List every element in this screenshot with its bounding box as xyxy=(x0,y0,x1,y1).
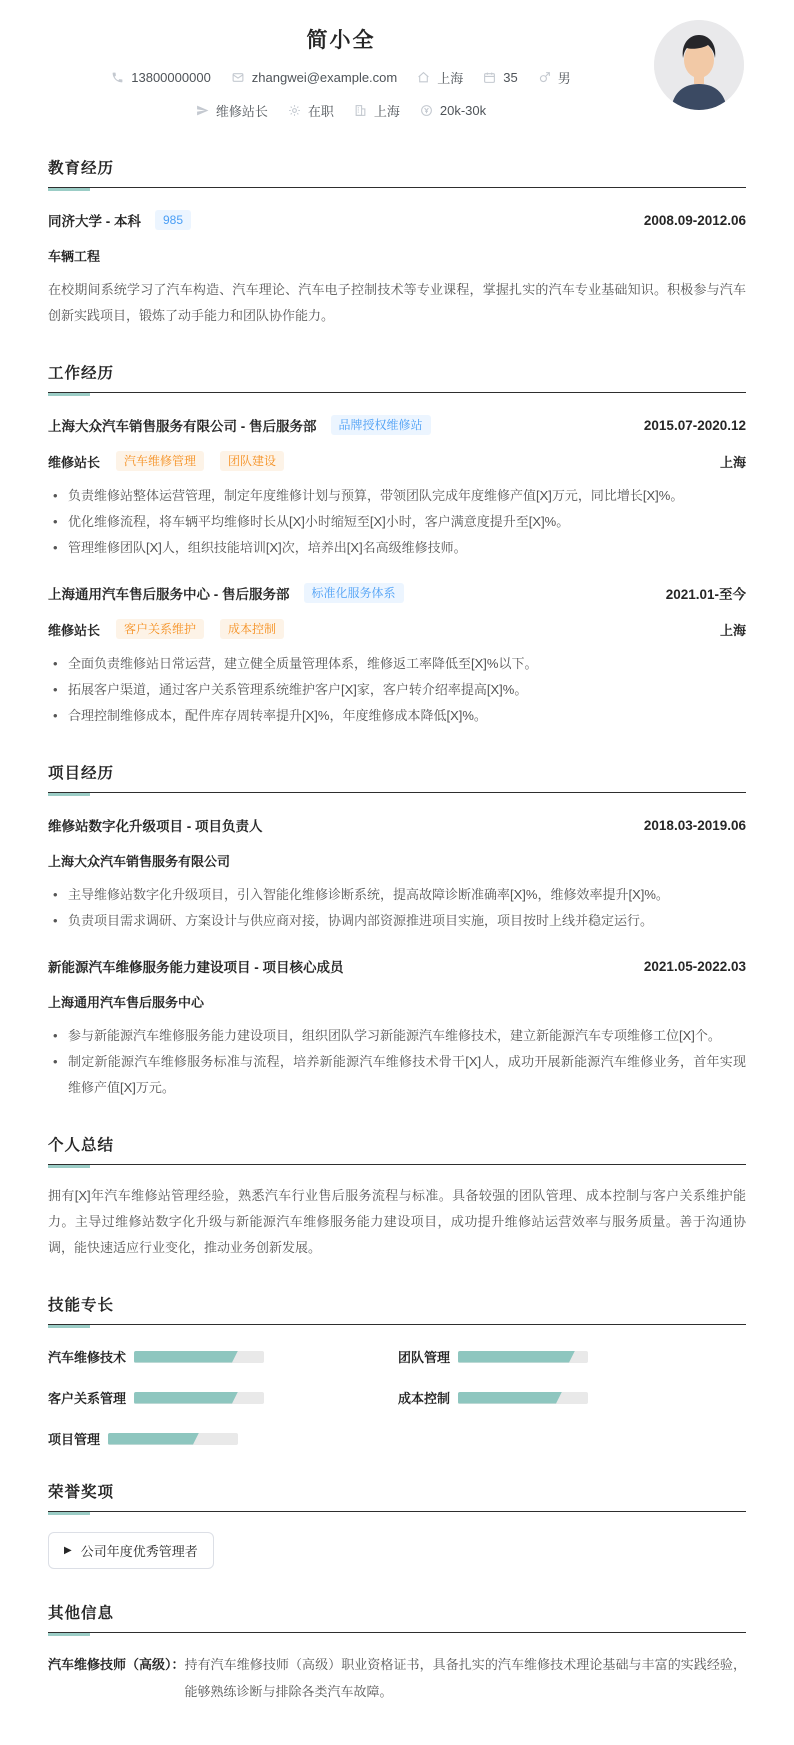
position-icon xyxy=(196,104,209,117)
job-role: 维修站长 xyxy=(48,622,101,638)
job-location: 上海 xyxy=(719,454,746,470)
home-item xyxy=(417,68,463,87)
skill-bar xyxy=(134,1351,264,1363)
city-value: 上海 xyxy=(373,104,400,119)
project-bullet: • 参与新能源汽车维修服务能力建设项目，组织团队学习新能源汽车维修技术，建立新能源汽车专项维修工位[X]个。 xyxy=(48,1023,746,1049)
projects-header xyxy=(48,761,746,793)
project-name: 维修站数字化升级项目 - 项目负责人 xyxy=(48,819,263,834)
gender-value: 男 xyxy=(557,71,571,86)
role-tag: 成本控制 xyxy=(220,619,284,639)
job-location: 上海 xyxy=(719,622,746,638)
phone-icon xyxy=(111,71,124,84)
work-date: 2021.01-至今 xyxy=(665,587,746,602)
salary-item xyxy=(420,103,486,118)
contact-row-2 xyxy=(48,101,634,120)
education-major: 车辆工程 xyxy=(48,249,101,264)
role-tag: 团队建设 xyxy=(220,451,284,471)
project-bullet: • 制定新能源汽车维修服务标准与流程，培养新能源汽车维修技术骨干[X]人，成功开展新能源汽车维修业务，首年实现维修产值[X]万元。 xyxy=(48,1049,746,1101)
skills-title: 技能专长 xyxy=(48,1297,115,1314)
project-date: 2021.05-2022.03 xyxy=(643,958,746,974)
summary-text: 拥有[X]年汽车维修站管理经验，熟悉汽车行业售后服务流程与标准。具备较强的团队管理、成本控制与客户关系维护能力。主导过维修站数字化升级与新能源汽车维修服务能力建设项目，成功提升维修站运营效率与服务质量。善于沟通协调，能快速适应行业变化，推动业务创新发展。 xyxy=(48,1188,746,1255)
work-title: 工作经历 xyxy=(48,365,115,382)
project-bullets xyxy=(48,882,746,934)
email-icon xyxy=(231,71,245,84)
age-item xyxy=(483,70,517,85)
home-icon xyxy=(417,71,430,84)
certificate-row xyxy=(48,1651,746,1705)
school-name: 同济大学 - 本科 xyxy=(48,214,141,229)
age-value: 35 xyxy=(503,70,518,85)
role-tag: 客户关系维护 xyxy=(116,619,204,639)
work-bullet: • 管理维修团队[X]人，组织技能培训[X]次，培养出[X]名高级维修技师。 xyxy=(48,535,746,561)
skill-bar-fill xyxy=(134,1351,238,1363)
skill-bar-fill xyxy=(108,1433,199,1445)
work-bullet: • 全面负责维修站日常运营，建立健全质量管理体系，维修返工率降低至[X]%以下。 xyxy=(48,651,746,677)
honors-header xyxy=(48,1480,746,1512)
work-header xyxy=(48,361,746,393)
honor-badge[interactable] xyxy=(48,1532,214,1569)
project-entry xyxy=(48,956,746,1101)
education-title: 教育经历 xyxy=(48,160,115,177)
role-tag: 汽车维修管理 xyxy=(116,451,204,471)
position-item xyxy=(196,101,268,120)
skill-row xyxy=(48,1347,398,1366)
project-entry xyxy=(48,815,746,934)
work-bullet: • 合理控制维修成本，配件库存周转率提升[X]%，年度维修成本降低[X]%。 xyxy=(48,703,746,729)
project-bullet: • 主导维修站数字化升级项目，引入智能化维修诊断系统，提高故障诊断准确率[X]%，维修效率提升[X]%。 xyxy=(48,882,746,908)
work-bullets xyxy=(48,651,746,729)
job-role: 维修站长 xyxy=(48,454,101,470)
salary-icon xyxy=(420,104,433,117)
education-date: 2008.09-2012.06 xyxy=(643,212,746,228)
skill-row xyxy=(398,1388,746,1407)
project-date: 2018.03-2019.06 xyxy=(643,817,746,833)
certificate-text: 持有汽车维修技师（高级）职业资格证书，具备扎实的汽车维修技术理论基础与丰富的实践经验，能够熟练诊断与排除各类汽车故障。 xyxy=(184,1657,746,1699)
skill-label: 成本控制 xyxy=(398,1391,451,1406)
work-bullet: • 拓展客户渠道，通过客户关系管理系统维护客户[X]家，客户转介绍率提高[X]%。 xyxy=(48,677,746,703)
phone-item xyxy=(111,70,211,85)
section-skills xyxy=(48,1293,746,1448)
project-org: 上海大众汽车销售服务有限公司 xyxy=(48,854,231,869)
education-entry-row xyxy=(48,210,746,230)
play-icon: ▶ xyxy=(64,1544,72,1556)
gender-icon xyxy=(538,71,551,84)
email-value: zhangwei@example.com xyxy=(251,70,398,85)
candidate-name: 简小全 xyxy=(306,29,376,52)
position-value: 维修站长 xyxy=(215,104,268,119)
company-tag: 标准化服务体系 xyxy=(304,583,404,603)
honors-title: 荣誉奖项 xyxy=(48,1484,115,1501)
project-name: 新能源汽车维修服务能力建设项目 - 项目核心成员 xyxy=(48,960,344,975)
skill-bar xyxy=(134,1392,264,1404)
email-item xyxy=(231,70,397,85)
skill-bar-fill xyxy=(458,1392,562,1404)
company-name: 上海通用汽车售后服务中心 - 售后服务部 xyxy=(48,587,290,602)
skill-row xyxy=(48,1388,398,1407)
contact-row-1 xyxy=(48,68,634,87)
section-other xyxy=(48,1601,746,1705)
status-value: 在职 xyxy=(307,104,334,119)
status-item xyxy=(288,101,334,120)
home-city-value: 上海 xyxy=(437,71,464,86)
skill-bar xyxy=(458,1392,588,1404)
skill-bar xyxy=(458,1351,588,1363)
section-work xyxy=(48,361,746,729)
skill-label: 项目管理 xyxy=(48,1432,101,1447)
section-projects xyxy=(48,761,746,1101)
other-title: 其他信息 xyxy=(48,1605,115,1622)
skill-row xyxy=(398,1347,746,1366)
project-bullet: • 负责项目需求调研、方案设计与供应商对接，协调内部资源推进项目实施，项目按时上线并稳定运行。 xyxy=(48,908,746,934)
project-bullets xyxy=(48,1023,746,1101)
section-summary xyxy=(48,1133,746,1261)
skill-bar-fill xyxy=(458,1351,575,1363)
status-gear-icon xyxy=(288,104,301,117)
honor-label: 公司年度优秀管理者 xyxy=(80,1544,198,1559)
city-item xyxy=(354,101,400,120)
age-icon xyxy=(483,71,496,84)
header-main xyxy=(48,18,634,120)
education-description: 在校期间系统学习了汽车构造、汽车理论、汽车电子控制技术等专业课程，掌握扎实的汽车专业基础知识。积极参与汽车创新实践项目，锻炼了动手能力和团队协作能力。 xyxy=(48,282,746,323)
certificate-label: 汽车维修技师（高级）： xyxy=(48,1657,185,1672)
salary-value: 20k-30k xyxy=(439,103,487,118)
projects-title: 项目经历 xyxy=(48,765,115,782)
work-entry xyxy=(48,583,746,729)
resume-header xyxy=(48,18,746,124)
skills-header xyxy=(48,1293,746,1325)
skill-bar xyxy=(108,1433,238,1445)
work-bullets xyxy=(48,483,746,561)
gender-item xyxy=(538,68,571,87)
skill-label: 团队管理 xyxy=(398,1350,451,1365)
skill-bar-fill xyxy=(134,1392,238,1404)
skill-label: 汽车维修技术 xyxy=(48,1350,127,1365)
project-org: 上海通用汽车售后服务中心 xyxy=(48,995,205,1010)
section-honors xyxy=(48,1480,746,1569)
work-bullet: • 优化维修流程，将车辆平均维修时长从[X]小时缩短至[X]小时，客户满意度提升至[X]%。 xyxy=(48,509,746,535)
work-bullet: • 负责维修站整体运营管理，制定年度维修计划与预算，带领团队完成年度维修产值[X]万元，同比增长[X]%。 xyxy=(48,483,746,509)
school-tag-985: 985 xyxy=(155,210,191,230)
company-tag: 品牌授权维修站 xyxy=(331,415,431,435)
phone-value: 13800000000 xyxy=(131,70,211,85)
avatar xyxy=(654,20,744,110)
education-header xyxy=(48,156,746,188)
work-entry xyxy=(48,415,746,561)
summary-header xyxy=(48,1133,746,1165)
skills-grid xyxy=(48,1347,746,1448)
section-education xyxy=(48,156,746,329)
work-date: 2015.07-2020.12 xyxy=(643,417,746,433)
other-header xyxy=(48,1601,746,1633)
skill-label: 客户关系管理 xyxy=(48,1391,127,1406)
summary-title: 个人总结 xyxy=(48,1137,115,1154)
building-icon xyxy=(354,104,367,117)
company-name: 上海大众汽车销售服务有限公司 - 售后服务部 xyxy=(48,419,317,434)
skill-row xyxy=(48,1429,398,1448)
